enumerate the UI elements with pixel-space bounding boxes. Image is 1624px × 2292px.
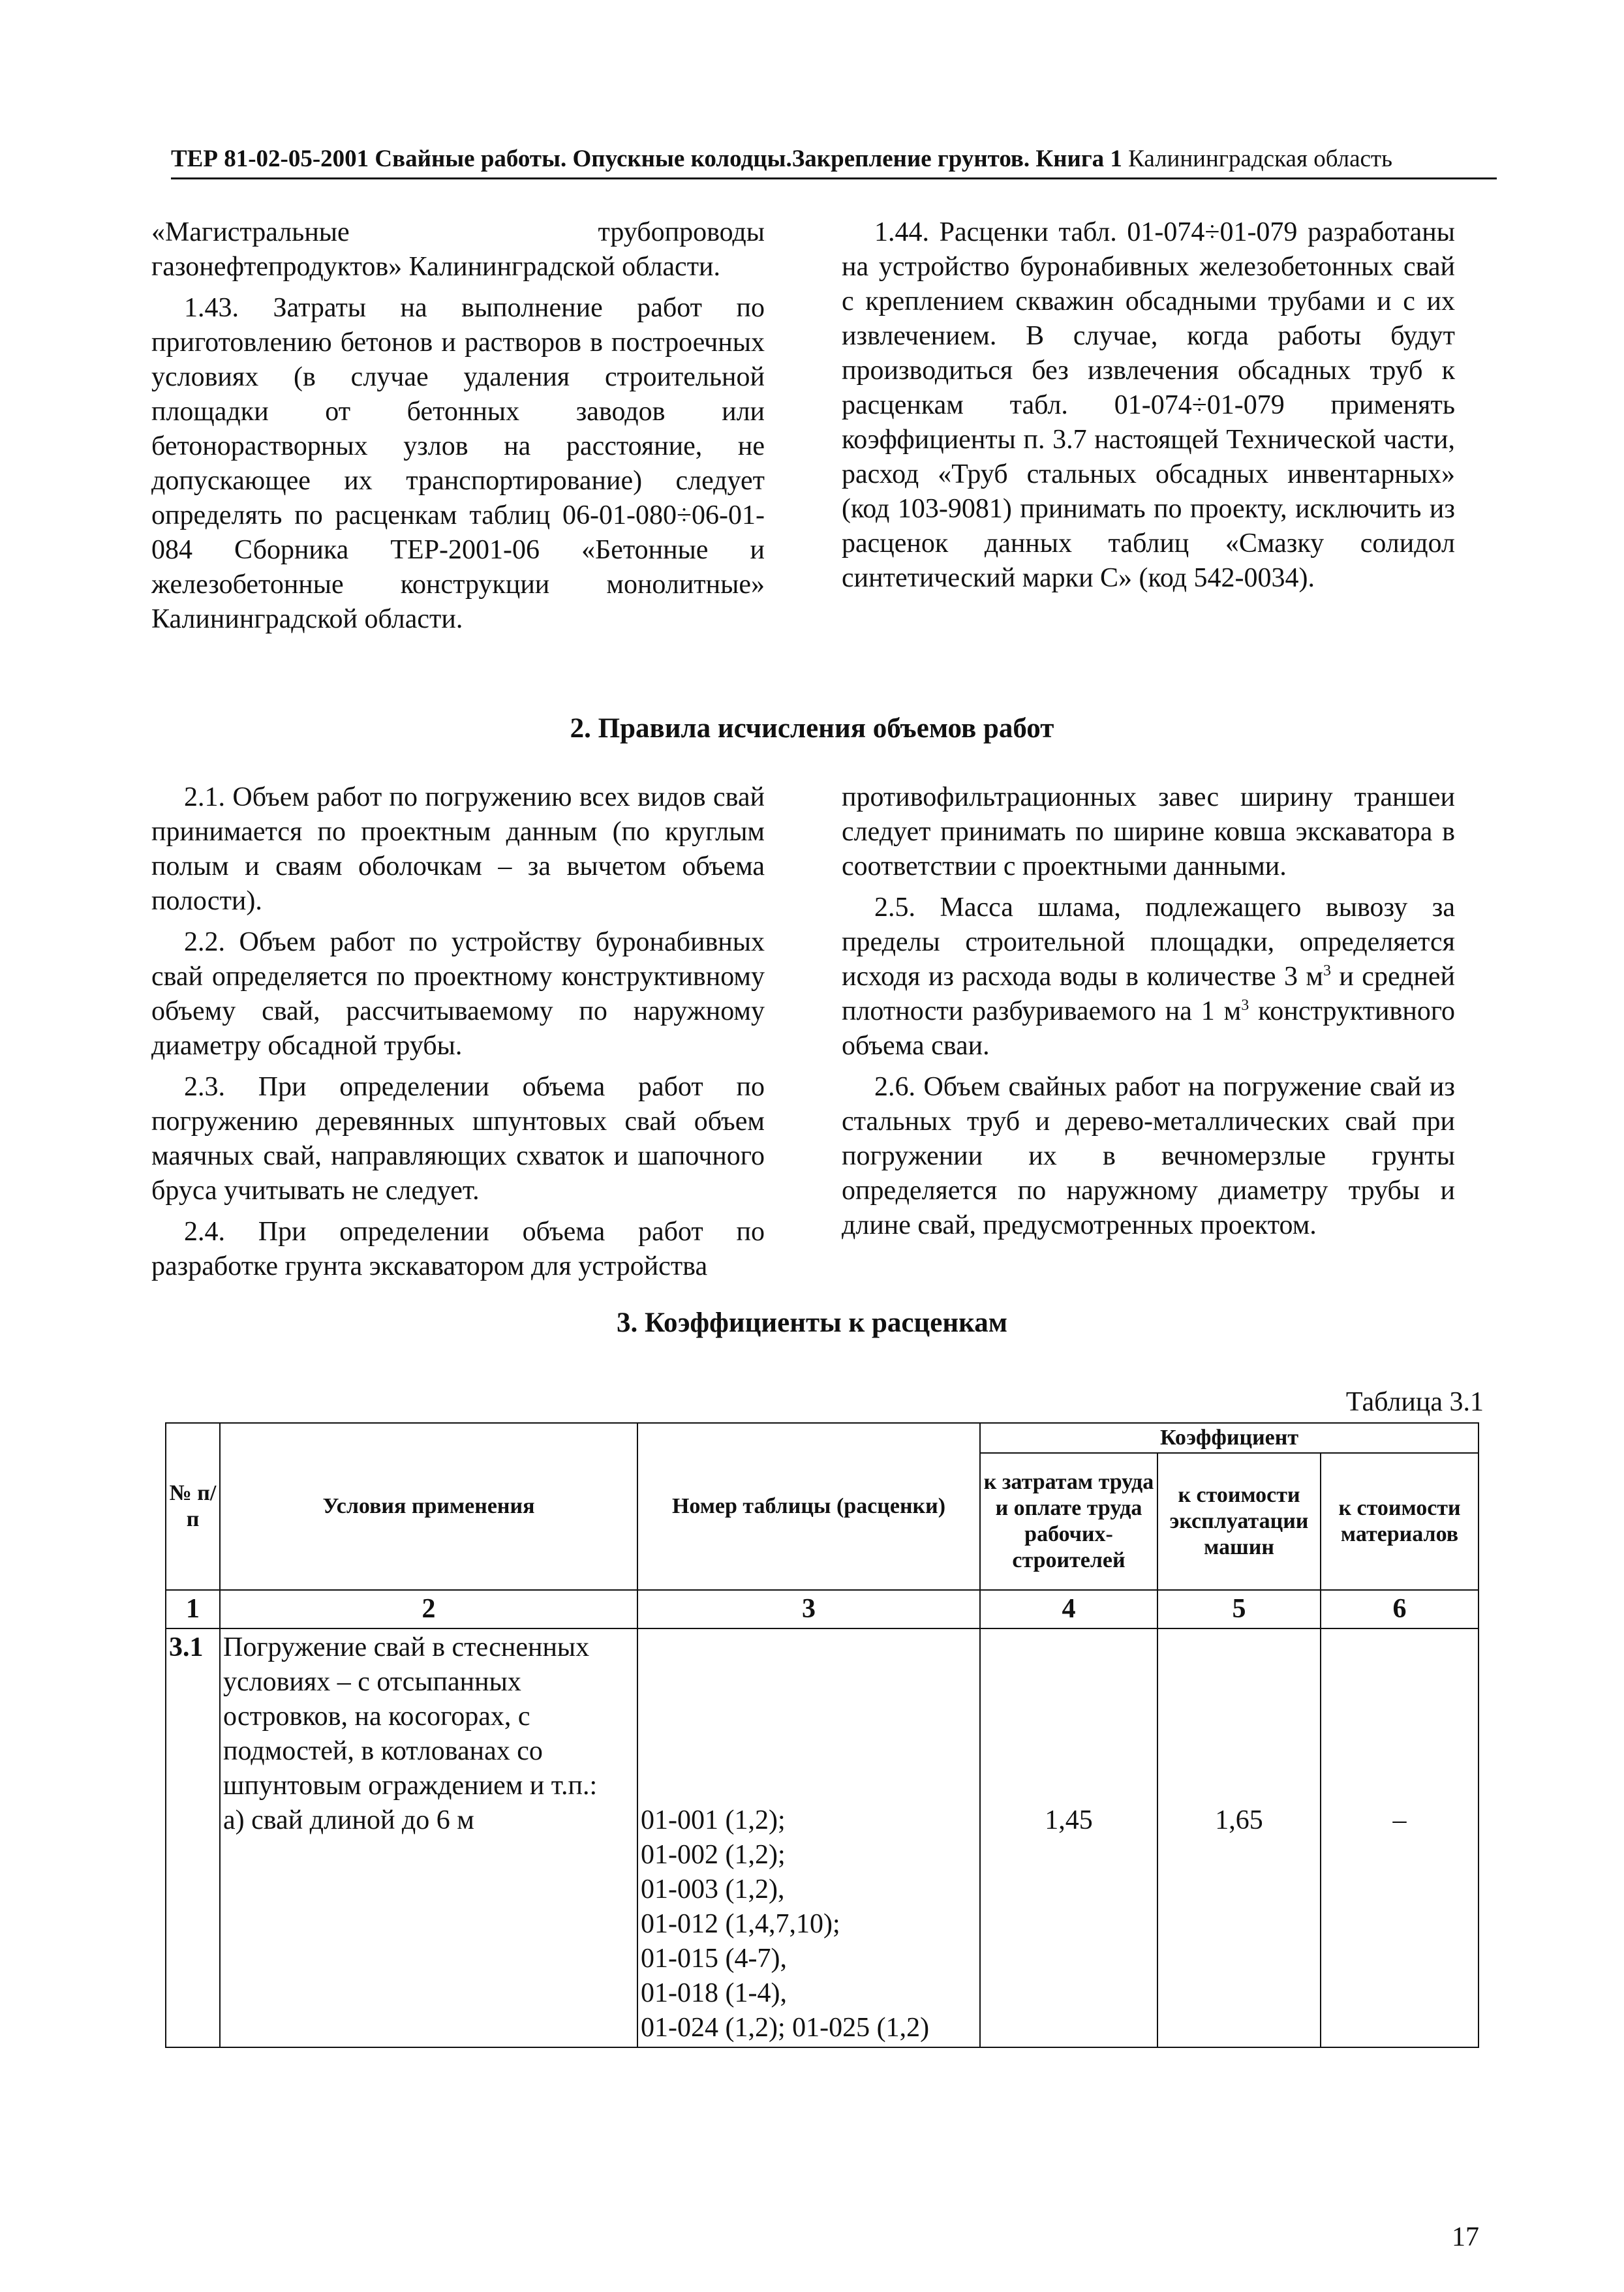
running-header [171, 144, 1497, 179]
intro-left-column [151, 215, 765, 637]
section-2-title: 2. Правила исчисления объемов работ [570, 713, 1054, 744]
header-region: Калининградская область [1128, 145, 1392, 172]
header-labor: к затратам труда и оплате труда рабочих-строителей [980, 1453, 1157, 1590]
paragraph-1-43: 1.43. Затраты на выполнение работ по приготовлению бетонов и растворов в построечных условиях (в случае удаления строительной площадки от бетонных заводов или бетонорастворных узлов на расстояние, не допускающее их транспортирование) следует определять по расценкам таблиц 06-01-080÷06-01-084 Сборника ТЕР-2001-06 «Бетонные и железобетонные конструкции монолитные» Калининградской области. [151, 293, 765, 634]
row-materials-coef: – [1321, 1628, 1478, 2047]
header-conditions: Условия применения [220, 1423, 637, 1590]
page-number: 17 [1452, 2222, 1479, 2252]
coefficients-table [165, 1422, 1479, 2048]
header-coefficient: Коэффициент [980, 1423, 1478, 1453]
paragraph-2-4-continued: противофильтрационных завес ширину траншеи следует принимать по ширине ковша экскаватора в соответствии с проектными данными. [842, 782, 1455, 881]
row-machines-coef: 1,65 [1157, 1628, 1321, 2047]
paragraph-2-5: 2.5. Масса шлама, подлежащего вывозу за пределы строительной площадки, определяется исходя из расхода воды в количестве 3 $м^3$ и средней плотности разбуриваемого на 1 $м^3$ конструктивного объема сваи. [842, 893, 1456, 1061]
header-title: ТЕР 81-02-05-2001 Свайные работы. Опускные колодцы.Закрепление грунтов. Книга 1 [171, 145, 1122, 172]
header-table-number: Номер таблицы (расценки) [637, 1423, 980, 1590]
paragraph-2-4: 2.4. При определении объема работ по разработке грунта экскаватором для устройства [151, 1217, 765, 1281]
paragraph-2-1: 2.1. Объем работ по погружению всех видов свай принимается по проектным данным (по круглым полым и сваям оболочкам – за вычетом объема полости). [151, 782, 765, 916]
header-num: № п/п [166, 1423, 220, 1590]
table-row [166, 1628, 1478, 2047]
paragraph-continued: «Магистральные трубопроводы газонефтепродуктов» Калининградской области. [151, 217, 765, 282]
section-2-left-column [151, 780, 765, 1284]
section-3-title: 3. Коэффициенты к расценкам [616, 1307, 1008, 1338]
section-2-right-column [842, 780, 1455, 1243]
row-num: 3.1 [166, 1628, 220, 2047]
paragraph-1-44: 1.44. Расценки табл. 01-074÷01-079 разработаны на устройство буронабивных железобетонных свай с креплением скважин обсадными трубами и с их извлечением. В случае, когда работы будут производиться без извлечения обсадных труб к расценкам табл. 01-074÷01-079 применять коэффициенты п. 3.7 настоящей Технической части, расход «Труб стальных обсадных инвентарных» (код 103-9081) принимать по проекту, исключить из расценок данных таблиц «Смазку солидол синтетический марки С» (код 542-0034). [842, 217, 1455, 593]
row-labor-coef: 1,45 [980, 1628, 1157, 2047]
row-conditions: Погружение свай в стесненных условиях – с отсыпанных островков, на косогорах, с подмостей, в котлованах со шпунтовым ограждением и т.п.: а) свай длиной до 6 м [220, 1628, 637, 2047]
header-machines: к стоимости эксплуатации машин [1157, 1453, 1321, 1590]
header-materials: к стоимости материалов [1321, 1453, 1478, 1590]
row-tables: 01-001 (1,2); 01-002 (1,2); 01-003 (1,2), 01-012 (1,4,7,10); 01-015 (4-7), 01-018 (1-4), 01-024 (1,2); 01-025 (1,2) [637, 1628, 980, 2047]
column-number-row: 1 2 3 4 5 6 [166, 1590, 1478, 1628]
paragraph-2-3: 2.3. При определении объема работ по погружению деревянных шпунтовых свай объем маячных свай, направляющих схваток и шапочного бруса учитывать не следует. [151, 1072, 765, 1206]
intro-right-column [842, 215, 1455, 596]
table-caption: Таблица 3.1 [1345, 1387, 1484, 1417]
paragraph-2-6: 2.6. Объем свайных работ на погружение свай из стальных труб и дерево-металлических свай при погружении их в вечномерзлые грунты определяется по наружному диаметру трубы и длине свай, предусмотренных проектом. [842, 1072, 1455, 1240]
paragraph-2-2: 2.2. Объем работ по устройству буронабивных свай определяется по проектному конструктивному объему свай, рассчитываемому по наружному диаметру обсадной трубы. [151, 927, 765, 1061]
